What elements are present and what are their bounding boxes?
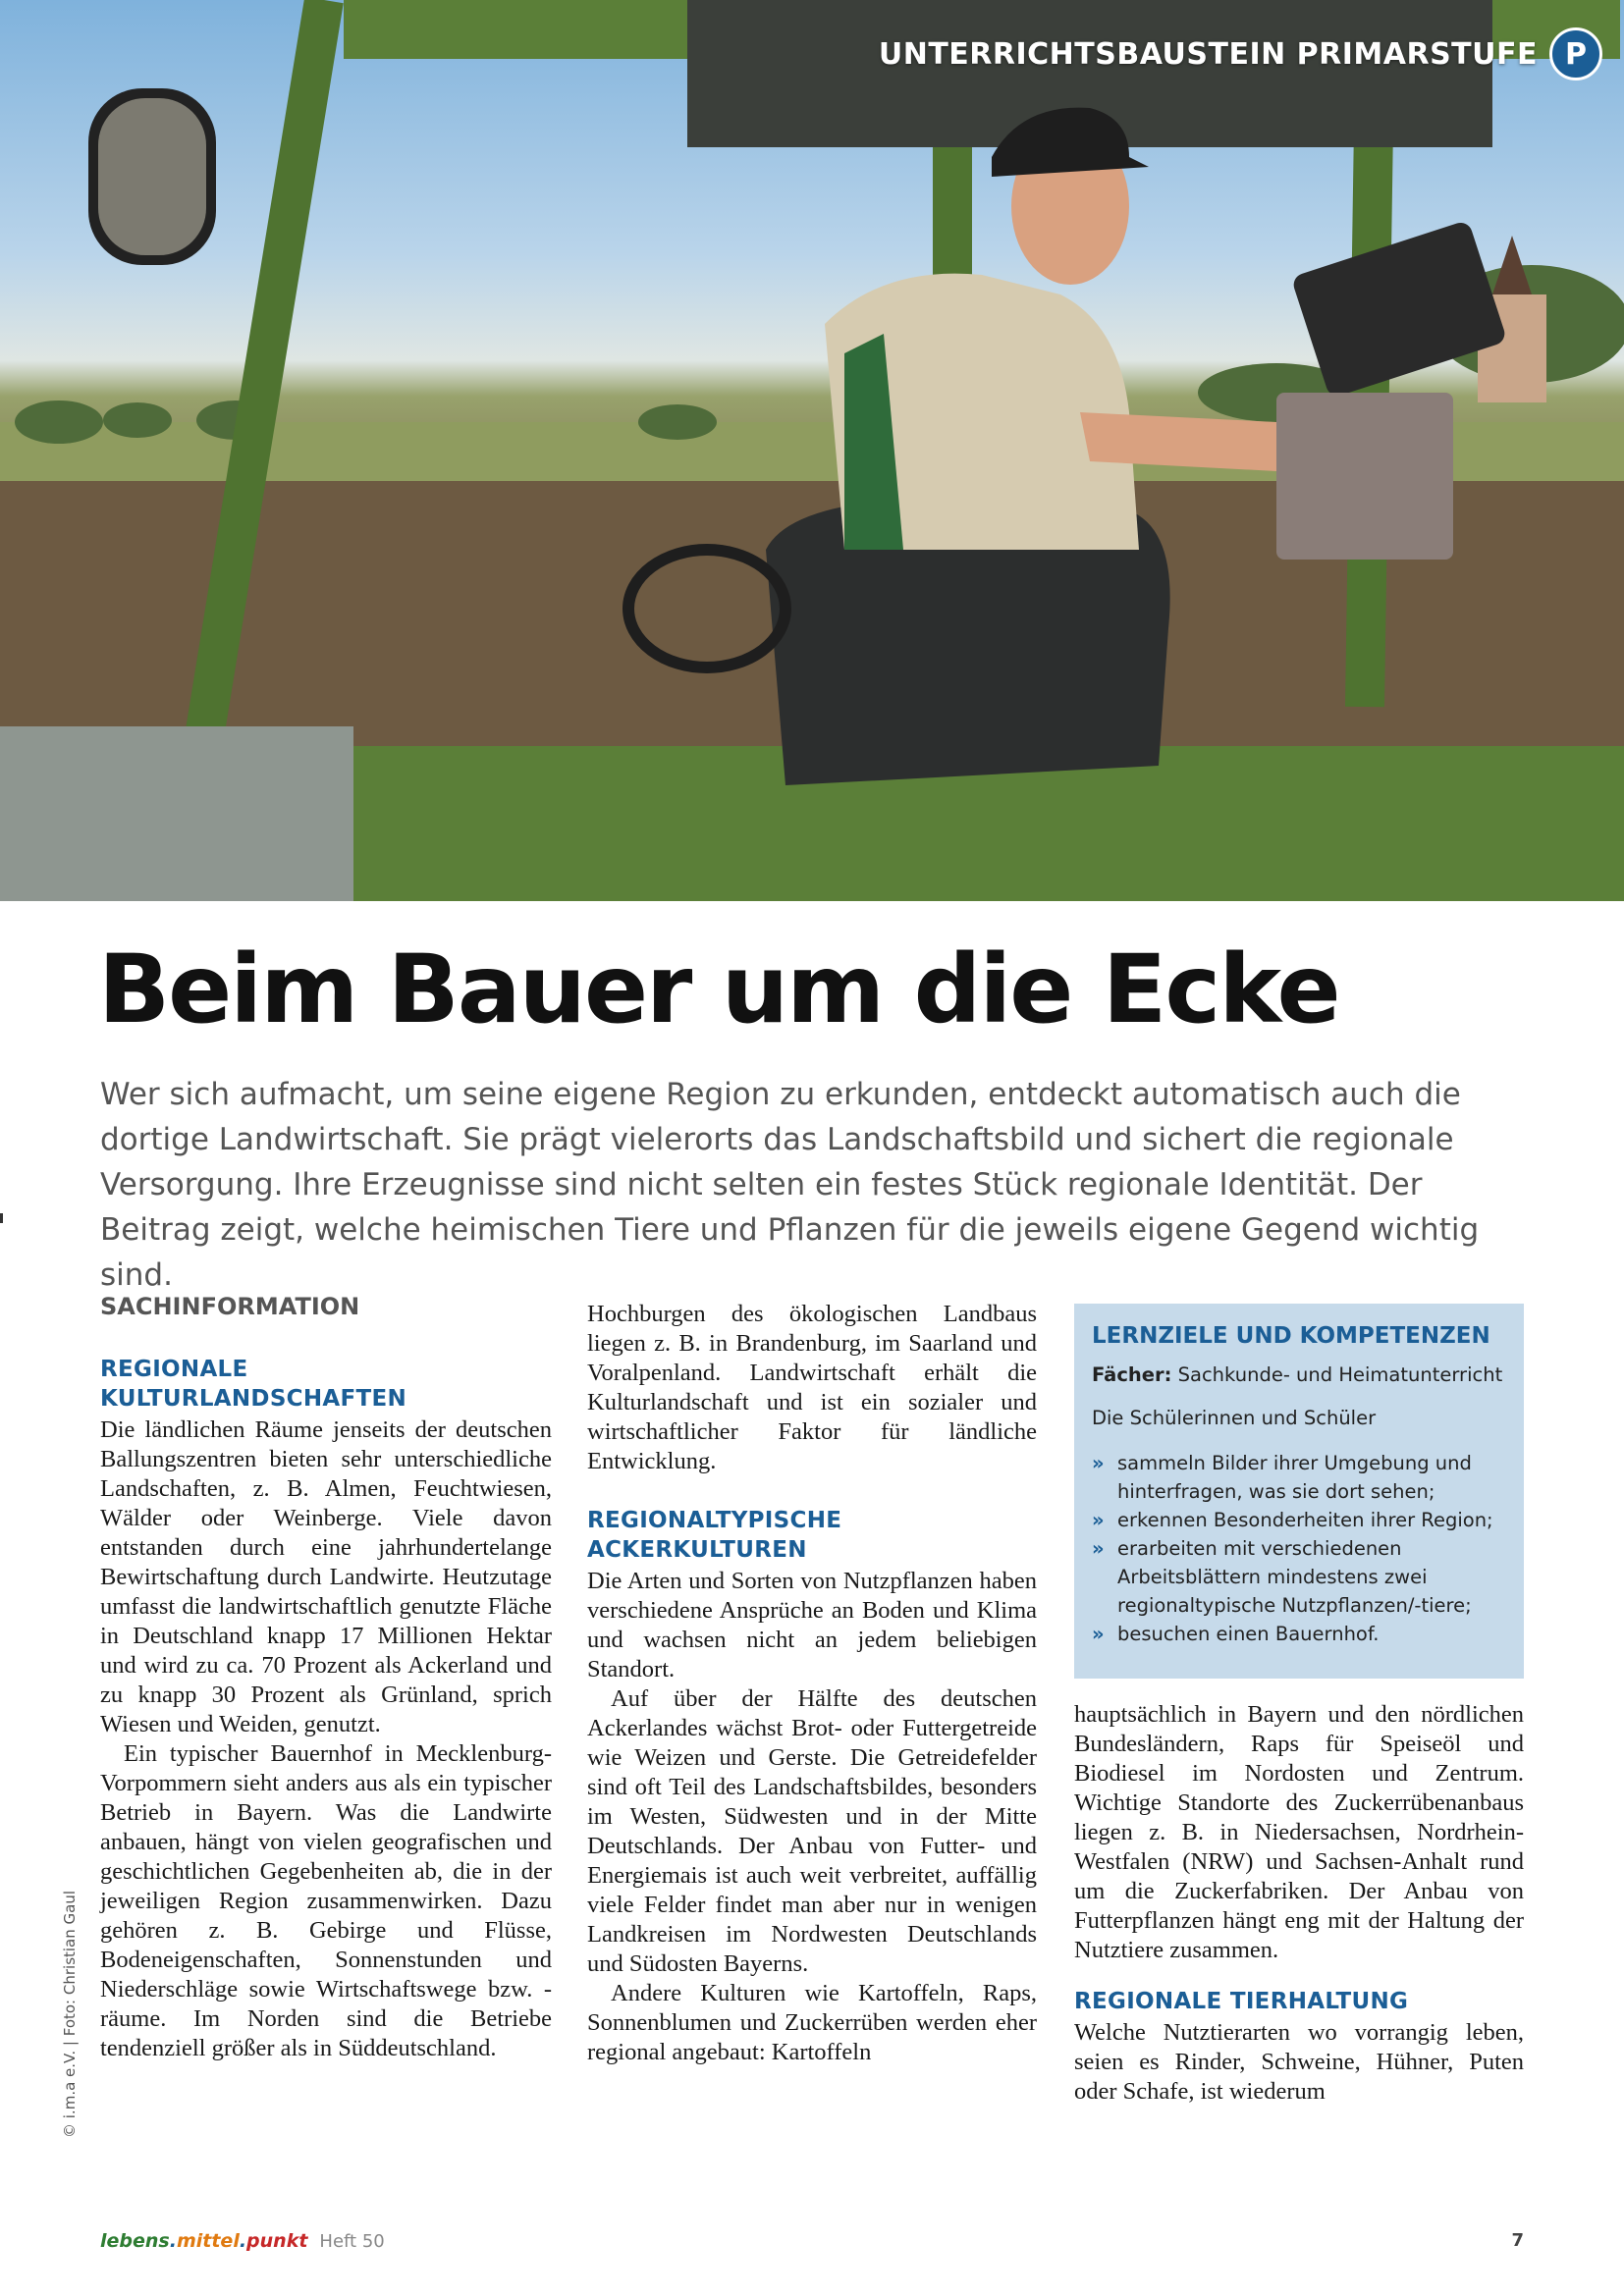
chevron-right-icon: » — [1092, 1623, 1105, 1645]
paragraph: Die ländlichen Räume jenseits der deutschen Ballungszentren bieten sehr unterschiedliche Landschaften, z. B. Almen, Feuchtwiesen, Wälder oder Weinberge. Viele davon entstanden durch eine jahrhundertelange Bewirtschaftung durch Landwirte. Heutzutage umfasst die landwirtschaftlich genutzte Fläche in Deutschland knapp 17 Millionen Hektar und wird zu ca. 70 Prozent als Ackerland und zu knapp 30 Prozent als Grünland, sprich Wiesen und Weiden, genutzt. — [100, 1416, 552, 1737]
control-box — [1276, 393, 1453, 560]
lead-paragraph: Wer sich aufmacht, um seine eigene Region zu erkunden, entdeckt automatisch auch die dortige Landwirtschaft. Sie prägt vielerorts das Landschaftsbild und sichert die regionale Versorgung. Ihre Erzeugnisse sind nicht selten ein festes Stück regionale Identität. Der Beitrag zeigt, welche heimischen Tiere und Pflanzen für die jeweils eigene Gegend wichtig sind. — [100, 1077, 1480, 1293]
chevron-right-icon: » — [1092, 1537, 1105, 1560]
section-heading: SACHINFORMATION — [100, 1293, 360, 1320]
footer — [100, 2230, 385, 2252]
learning-goals-box — [1074, 1304, 1524, 1679]
list-item: » erarbeiten mit verschiedenen Arbeitsblättern mindestens zwei regionaltypische Nutzpflanzen/-tiere; — [1092, 1534, 1508, 1620]
subjects-line — [1092, 1362, 1508, 1388]
subjects-label: Fächer: — [1092, 1363, 1172, 1386]
goals-list — [1092, 1449, 1508, 1648]
paragraph: Die Arten und Sorten von Nutzpflanzen haben verschiedene Ansprüche an Boden und Klima und wachsen nicht an jedem beliebigen Standort. — [587, 1568, 1037, 1682]
column-1 — [100, 1292, 552, 2063]
list-item: » sammeln Bilder ihrer Umgebung und hinterfragen, was sie dort sehen; — [1092, 1449, 1508, 1506]
unit-badge — [879, 27, 1602, 80]
paragraph: Ein typischer Bauernhof in Mecklenburg-Vorpommern sieht anders aus als ein typischer Betrieb in Bayern. Was die Landwirte anbauen, hängt von vielen geografischen und geschichtlichen Gegebenheiten ab, die in der jeweiligen Region zusammenwirken. Dazu gehören z. B. Gebirge und Flüsse, Bodeneigenschaften, Sonnenstunden und Niederschläge sowie Wirtschaftswege bzw. -räume. Im Norden sind die Betriebe tendenziell größer als in Süddeutschland. — [100, 1740, 552, 2061]
column-2 — [587, 1300, 1037, 2067]
crop-mark — [0, 1213, 3, 1223]
publication-logo: lebens.mittel.punkt — [100, 2230, 308, 2252]
photo-credit: © i.m.a e.V. | Foto: Christian Gaul — [61, 1890, 79, 2138]
church-spire — [1492, 236, 1532, 294]
subheading: REGIONALE KULTURLANDSCHAFTEN — [100, 1357, 407, 1412]
paragraph: Andere Kulturen wie Kartoffeln, Raps, Sonnenblumen und Zuckerrüben werden eher regional angebaut: Kartoffeln — [587, 1980, 1037, 2065]
column-3 — [1074, 1700, 1524, 2107]
hero-photo — [0, 0, 1624, 901]
box-intro: Die Schülerinnen und Schüler — [1092, 1407, 1377, 1429]
page-number: 7 — [1511, 2230, 1524, 2251]
paragraph: Welche Nutztierarten wo vorrangig leben, seien es Rinder, Schweine, Hühner, Puten oder Schafe, ist wiederum — [1074, 2019, 1524, 2105]
page-title: Beim Bauer um die Ecke — [98, 934, 1339, 1044]
paragraph: Auf über der Hälfte des deutschen Ackerlandes wächst Brot- oder Futtergetreide wie Weizen und Gerste. Die Getreidefelder sind oft Teil des Landschaftsbildes, besonders im Westen, Südwesten und in der Mitte Deutschlands. Der Anbau von Futter- und Energiemais ist auch weit verbreitet, auffällig viele Felder findet man aber nur in wenigen Landkreisen im Nordwesten Deutschlands und Südosten Bayerns. — [587, 1685, 1037, 1977]
paragraph: hauptsächlich in Bayern und den nördlichen Bundesländern, Raps für Speiseöl und Biodiesel im Nordosten und Zentrum. Wichtige Standorte des Zuckerrübenanbaus liegen z. B. in Niedersachsen, Nordrhein-Westfalen (NRW) und Sachsen-Anhalt rund um die Zuckerfabriken. Der Anbau von Futterpflanzen hängt eng mit der Haltung der Nutztiere zusammen. — [1074, 1701, 1524, 1963]
subheading: REGIONALTYPISCHE ACKERKULTUREN — [587, 1508, 842, 1563]
issue-label: Heft 50 — [319, 2231, 385, 2252]
unit-badge-label: UNTERRICHTSBAUSTEIN PRIMARSTUFE — [878, 36, 1538, 72]
subjects-value: Sachkunde- und Heimatunterricht — [1177, 1363, 1503, 1386]
level-circle-icon: P — [1549, 27, 1602, 80]
chevron-right-icon: » — [1092, 1509, 1105, 1531]
box-title: LERNZIELE UND KOMPETENZEN — [1092, 1323, 1490, 1349]
hood — [0, 726, 353, 901]
list-item: » besuchen einen Bauernhof. — [1092, 1620, 1508, 1648]
tractor-photo-illustration — [0, 0, 1624, 901]
subheading: REGIONALE TIERHALTUNG — [1074, 1989, 1409, 2014]
list-item: » erkennen Besonderheiten ihrer Region; — [1092, 1506, 1508, 1534]
paragraph: Hochburgen des ökologischen Landbaus liegen z. B. in Brandenburg, im Saarland und Voralpenland. Landwirtschaft erhält die Kulturlandschaft und ist ein sozialer und wirtschaftlicher Faktor für ländliche Entwicklung. — [587, 1301, 1037, 1474]
chevron-right-icon: » — [1092, 1452, 1105, 1474]
